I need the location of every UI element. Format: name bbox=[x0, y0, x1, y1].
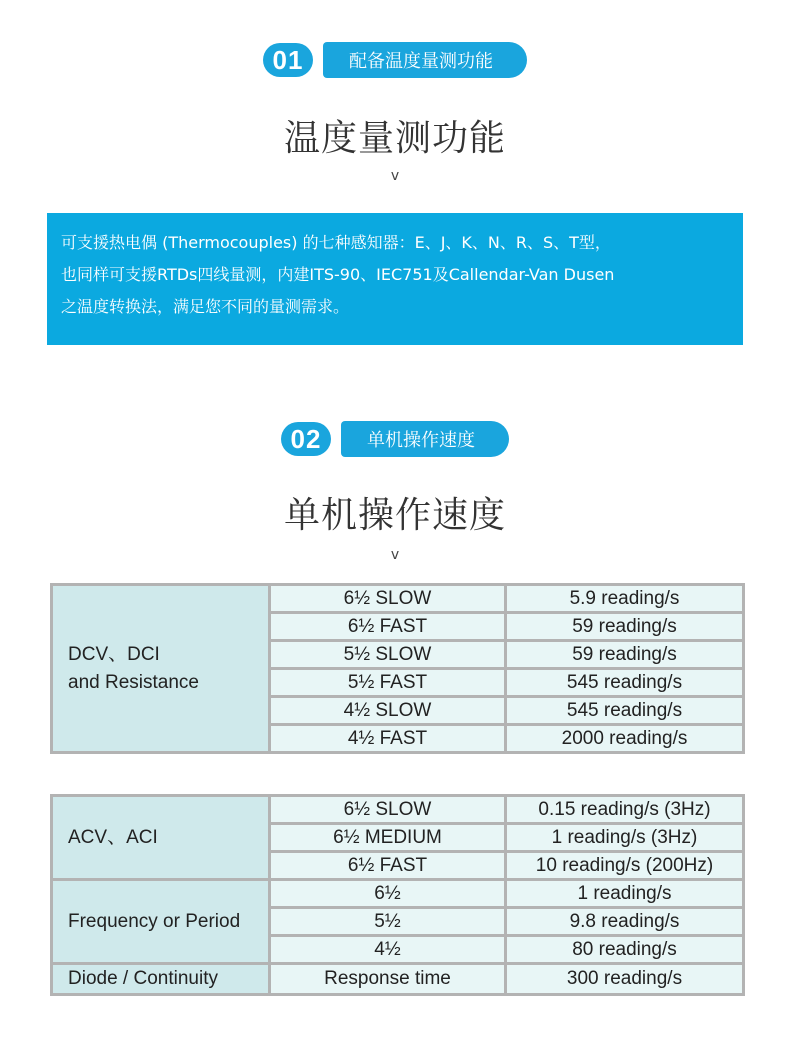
frequency-category-cell: Frequency or Period bbox=[52, 880, 270, 964]
rate-cell: 545 reading/s bbox=[506, 697, 744, 725]
rate-cell: 2000 reading/s bbox=[506, 725, 744, 753]
mode-cell: Response time bbox=[270, 964, 506, 995]
section2-title: 单机操作速度 bbox=[283, 495, 506, 536]
section2-badge bbox=[0, 421, 790, 457]
section1-badge bbox=[0, 42, 790, 78]
mode-cell: 5½ bbox=[270, 908, 506, 936]
mode-cell: 6½ FAST bbox=[270, 852, 506, 880]
mode-cell: 5½ FAST bbox=[270, 669, 506, 697]
rate-cell: 5.9 reading/s bbox=[506, 585, 744, 613]
diode-category-cell: Diode / Continuity bbox=[52, 964, 270, 995]
temperature-description-box bbox=[47, 213, 743, 345]
mode-cell: 4½ FAST bbox=[270, 725, 506, 753]
section1-badge-label: 配备温度量测功能 bbox=[323, 42, 527, 78]
rate-cell: 545 reading/s bbox=[506, 669, 744, 697]
rate-cell: 1 reading/s (3Hz) bbox=[506, 824, 744, 852]
mode-cell: 6½ SLOW bbox=[270, 796, 506, 824]
description-line: 可支援热电偶 (Thermocouples) 的七种感知器：E、J、K、N、R、S、T型， bbox=[61, 233, 611, 252]
rate-cell: 10 reading/s (200Hz) bbox=[506, 852, 744, 880]
description-line: 之温度转换法，满足您不同的量测需求。 bbox=[61, 297, 350, 316]
section2-number: 02 bbox=[281, 422, 331, 456]
mode-cell: 4½ SLOW bbox=[270, 697, 506, 725]
category-label: DCV、DCI bbox=[68, 643, 160, 665]
mode-cell: 6½ MEDIUM bbox=[270, 824, 506, 852]
rate-cell: 59 reading/s bbox=[506, 613, 744, 641]
table-row bbox=[52, 585, 744, 613]
ac-category-cell: ACV、ACI bbox=[52, 796, 270, 880]
dc-speed-table bbox=[50, 583, 745, 754]
mode-cell: 6½ FAST bbox=[270, 613, 506, 641]
description-line: 也同样可支援RTDs四线量测，内建ITS-90、IEC751及Callendar-Van Dusen bbox=[61, 265, 615, 284]
chevron-down-icon: v bbox=[390, 547, 400, 563]
mode-cell: 6½ SLOW bbox=[270, 585, 506, 613]
rate-cell: 59 reading/s bbox=[506, 641, 744, 669]
rate-cell: 0.15 reading/s (3Hz) bbox=[506, 796, 744, 824]
category-label: and Resistance bbox=[68, 671, 199, 693]
chevron-down-icon: v bbox=[390, 168, 400, 184]
table-row bbox=[52, 796, 744, 824]
section1-number: 01 bbox=[263, 43, 313, 77]
table-row bbox=[52, 964, 744, 995]
rate-cell: 1 reading/s bbox=[506, 880, 744, 908]
section1-title: 温度量测功能 bbox=[283, 118, 506, 159]
ac-frequency-diode-table bbox=[50, 794, 745, 996]
rate-cell: 9.8 reading/s bbox=[506, 908, 744, 936]
rate-cell: 80 reading/s bbox=[506, 936, 744, 964]
mode-cell: 5½ SLOW bbox=[270, 641, 506, 669]
mode-cell: 6½ bbox=[270, 880, 506, 908]
mode-cell: 4½ bbox=[270, 936, 506, 964]
dc-category-cell bbox=[52, 585, 270, 753]
section2-badge-label: 单机操作速度 bbox=[341, 421, 509, 457]
rate-cell: 300 reading/s bbox=[506, 964, 744, 995]
table-row bbox=[52, 880, 744, 908]
